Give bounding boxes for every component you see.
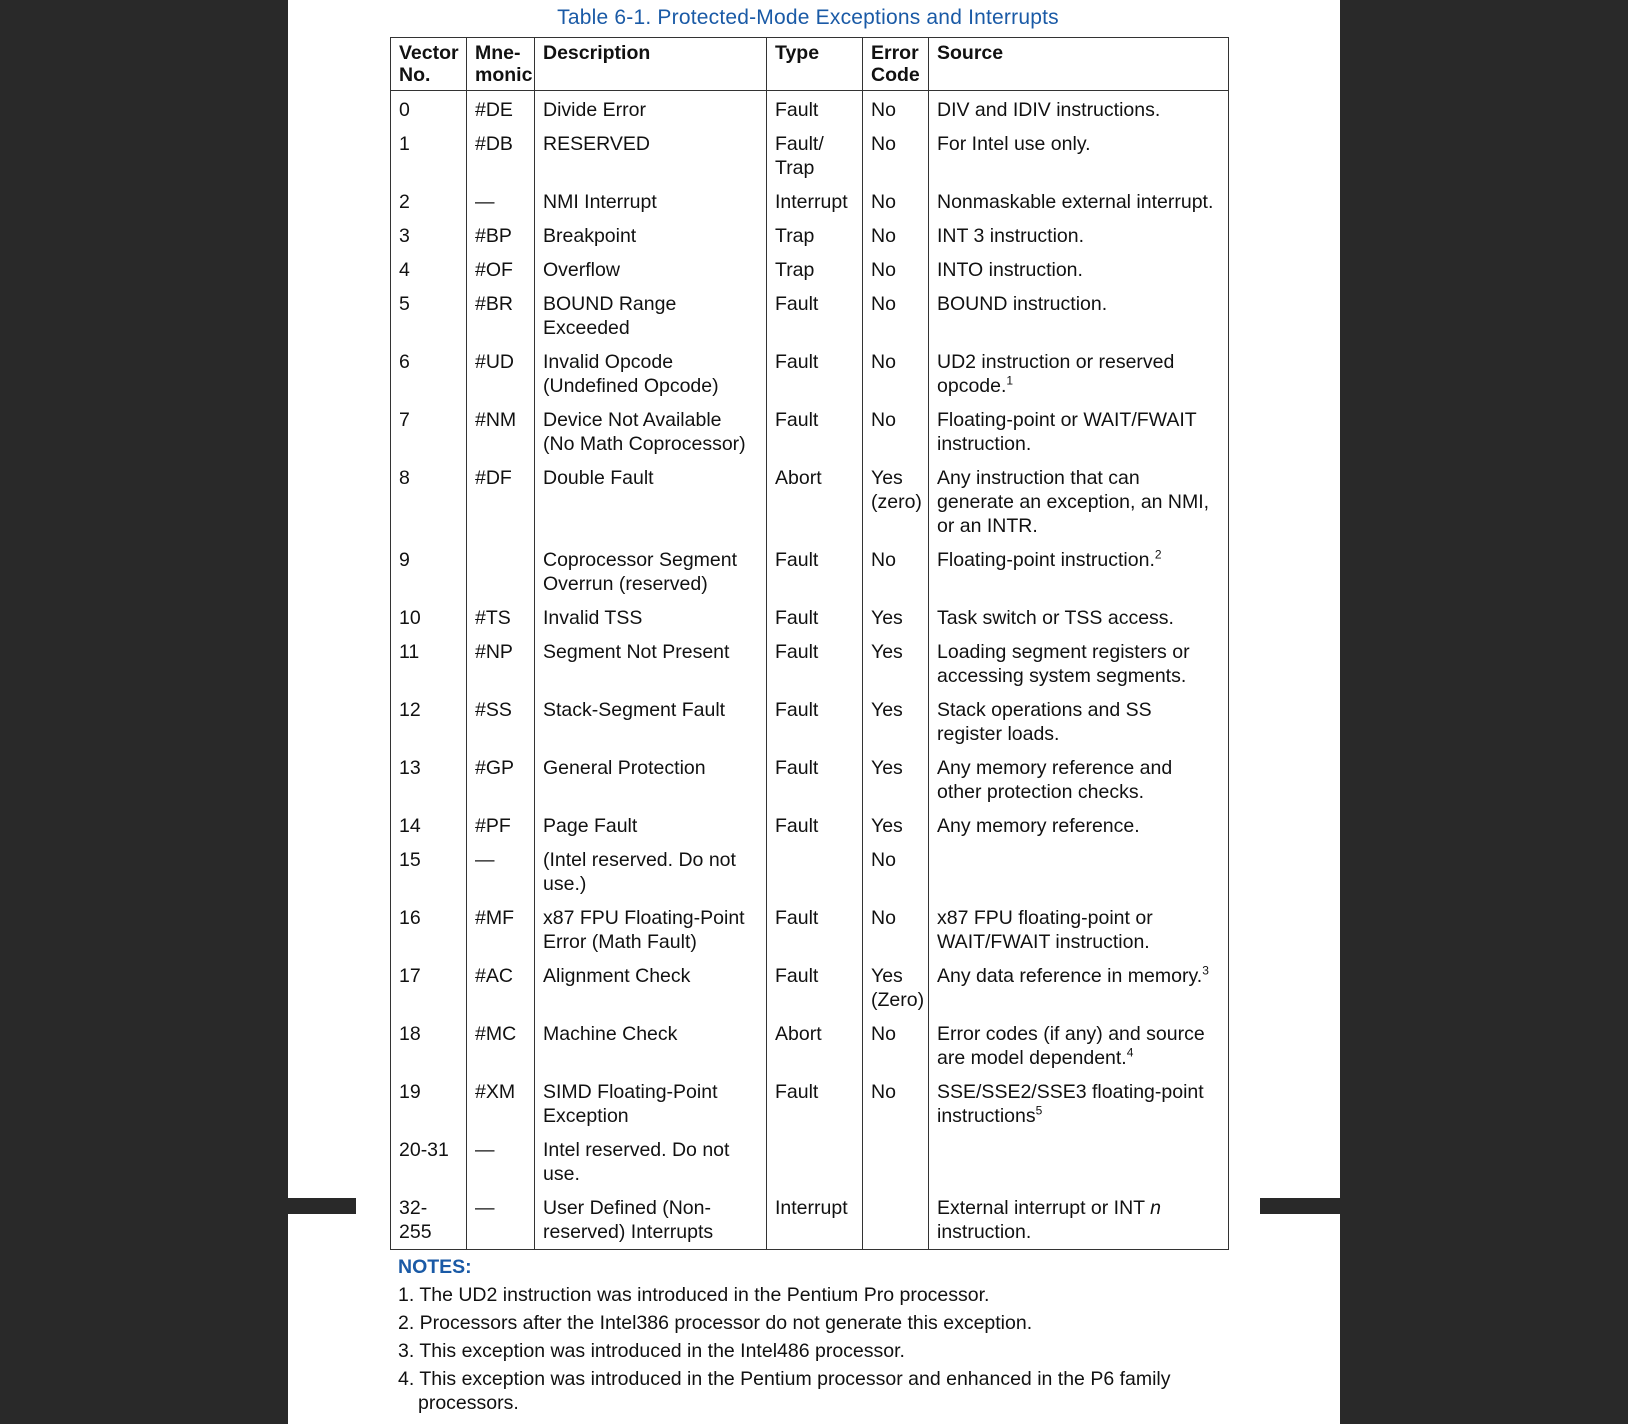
cell-source: Task switch or TSS access. xyxy=(929,601,1229,635)
cell-error-code: No xyxy=(863,185,929,219)
cell-source: INTO instruction. xyxy=(929,253,1229,287)
cell-error-code: No xyxy=(863,345,929,403)
table-row xyxy=(391,461,1229,543)
cell-error-code: Yes xyxy=(863,693,929,751)
cell-description: Double Fault xyxy=(535,461,767,543)
cell-type: Fault xyxy=(767,345,863,403)
cell-vector: 6 xyxy=(391,345,467,403)
table-row xyxy=(391,543,1229,601)
cell-mnemonic: #XM xyxy=(467,1075,535,1133)
cell-description: User Defined (Non-reserved) Interrupts xyxy=(535,1191,767,1250)
cell-source: Any memory reference and other protection checks. xyxy=(929,751,1229,809)
cell-error-code: Yes xyxy=(863,601,929,635)
cell-mnemonic: #OF xyxy=(467,253,535,287)
cell-mnemonic: #UD xyxy=(467,345,535,403)
table-row xyxy=(391,601,1229,635)
table-title: Table 6-1. Protected-Mode Exceptions and Interrupts xyxy=(557,6,1059,29)
cell-error-code: No xyxy=(863,253,929,287)
cell-description: Machine Check xyxy=(535,1017,767,1075)
note-item: 2. Processors after the Intel386 processor do not generate this exception. xyxy=(398,1312,1033,1334)
header-mnemonic: Mne- monic xyxy=(467,38,535,91)
note-item: 1. The UD2 instruction was introduced in the Pentium Pro processor. xyxy=(398,1284,990,1306)
cell-vector: 19 xyxy=(391,1075,467,1133)
cell-type: Fault xyxy=(767,751,863,809)
cell-description: Coprocessor Segment Overrun (reserved) xyxy=(535,543,767,601)
cell-mnemonic: #SS xyxy=(467,693,535,751)
cell-error-code: No xyxy=(863,403,929,461)
table-row xyxy=(391,1075,1229,1133)
cell-error-code: No xyxy=(863,901,929,959)
cell-type: Fault xyxy=(767,287,863,345)
document-page xyxy=(356,0,1260,1424)
cell-mnemonic: — xyxy=(467,1191,535,1250)
cell-error-code: Yes xyxy=(863,635,929,693)
table-row xyxy=(391,253,1229,287)
cell-mnemonic: — xyxy=(467,1133,535,1191)
cell-mnemonic: #BP xyxy=(467,219,535,253)
cell-type: Fault xyxy=(767,601,863,635)
cell-source: Nonmaskable external interrupt. xyxy=(929,185,1229,219)
cell-error-code xyxy=(863,1133,929,1191)
cell-source: Floating-point instruction.$^2$ xyxy=(929,543,1229,601)
table-row xyxy=(391,1191,1229,1250)
cell-description: Breakpoint xyxy=(535,219,767,253)
cell-source: Any data reference in memory.$^3$ xyxy=(929,959,1229,1017)
cell-mnemonic: #BR xyxy=(467,287,535,345)
cell-description: Stack-Segment Fault xyxy=(535,693,767,751)
table-row xyxy=(391,287,1229,345)
cell-type: Interrupt xyxy=(767,185,863,219)
table-row xyxy=(391,345,1229,403)
cell-vector: 4 xyxy=(391,253,467,287)
cell-vector: 20-31 xyxy=(391,1133,467,1191)
cell-error-code: No xyxy=(863,127,929,185)
cell-description: Segment Not Present xyxy=(535,635,767,693)
cell-vector: 13 xyxy=(391,751,467,809)
cell-description: Divide Error xyxy=(535,91,767,128)
cell-vector: 0 xyxy=(391,91,467,128)
cell-description: BOUND Range Exceeded xyxy=(535,287,767,345)
exceptions-table xyxy=(390,37,1229,1250)
cell-mnemonic: #NM xyxy=(467,403,535,461)
cell-vector: 17 xyxy=(391,959,467,1017)
table-row xyxy=(391,91,1229,128)
cell-mnemonic: #GP xyxy=(467,751,535,809)
cell-error-code: No xyxy=(863,1017,929,1075)
cell-source: Loading segment registers or accessing system segments. xyxy=(929,635,1229,693)
table-row xyxy=(391,185,1229,219)
cell-vector: 8 xyxy=(391,461,467,543)
cell-error-code: No xyxy=(863,543,929,601)
cell-mnemonic: — xyxy=(467,843,535,901)
cell-vector: 10 xyxy=(391,601,467,635)
cell-error-code xyxy=(863,1191,929,1250)
cell-mnemonic: #DB xyxy=(467,127,535,185)
cell-vector: 18 xyxy=(391,1017,467,1075)
cell-type: Trap xyxy=(767,219,863,253)
table-row xyxy=(391,403,1229,461)
header-type: Type xyxy=(767,38,863,91)
notes-title: NOTES: xyxy=(398,1256,472,1278)
cell-type xyxy=(767,1133,863,1191)
cell-source: Any memory reference. xyxy=(929,809,1229,843)
cell-error-code: Yes (zero) xyxy=(863,461,929,543)
cell-vector: 2 xyxy=(391,185,467,219)
cell-mnemonic xyxy=(467,543,535,601)
cell-error-code: No xyxy=(863,1075,929,1133)
cell-mnemonic: #DF xyxy=(467,461,535,543)
cell-source: External interrupt or INT n instruction. xyxy=(929,1191,1229,1250)
cell-type: Fault xyxy=(767,959,863,1017)
cell-error-code: No xyxy=(863,843,929,901)
cell-description: Device Not Available (No Math Coprocessor) xyxy=(535,403,767,461)
cell-vector: 3 xyxy=(391,219,467,253)
cell-mnemonic: #MC xyxy=(467,1017,535,1075)
cell-description: Invalid Opcode (Undefined Opcode) xyxy=(535,345,767,403)
cell-source: BOUND instruction. xyxy=(929,287,1229,345)
cell-mnemonic: #MF xyxy=(467,901,535,959)
cell-description: Intel reserved. Do not use. xyxy=(535,1133,767,1191)
cell-type xyxy=(767,843,863,901)
cell-description: Alignment Check xyxy=(535,959,767,1017)
header-description: Description xyxy=(535,38,767,91)
table-row xyxy=(391,959,1229,1017)
cell-vector: 9 xyxy=(391,543,467,601)
cell-description: General Protection xyxy=(535,751,767,809)
cell-vector: 7 xyxy=(391,403,467,461)
cell-error-code: Yes xyxy=(863,809,929,843)
cell-vector: 15 xyxy=(391,843,467,901)
cell-error-code: No xyxy=(863,287,929,345)
table-row xyxy=(391,1133,1229,1191)
cell-description: NMI Interrupt xyxy=(535,185,767,219)
footnote-reference: 5 xyxy=(1035,1103,1043,1118)
cell-source: SSE/SSE2/SSE3 floating-point instructions$^5$ xyxy=(929,1075,1229,1133)
viewer-right-margin xyxy=(1340,0,1628,1424)
cell-source: UD2 instruction or reserved opcode.$^1$ xyxy=(929,345,1229,403)
cell-description: (Intel reserved. Do not use.) xyxy=(535,843,767,901)
cell-error-code: No xyxy=(863,91,929,128)
table-row xyxy=(391,1017,1229,1075)
cell-type: Fault xyxy=(767,1075,863,1133)
cell-mnemonic: #TS xyxy=(467,601,535,635)
cell-description: Page Fault xyxy=(535,809,767,843)
cell-type: Fault/ Trap xyxy=(767,127,863,185)
footnote-reference: 1 xyxy=(1006,373,1014,388)
cell-source: INT 3 instruction. xyxy=(929,219,1229,253)
header-vector: Vector No. xyxy=(391,38,467,91)
page-break-right xyxy=(1260,1198,1340,1214)
footnote-reference: 2 xyxy=(1154,547,1162,562)
cell-source xyxy=(929,843,1229,901)
cell-type: Fault xyxy=(767,91,863,128)
cell-type: Fault xyxy=(767,403,863,461)
table-header-row xyxy=(391,38,1229,91)
table-row xyxy=(391,219,1229,253)
cell-description: x87 FPU Floating-Point Error (Math Fault) xyxy=(535,901,767,959)
cell-error-code: No xyxy=(863,219,929,253)
cell-vector: 5 xyxy=(391,287,467,345)
cell-error-code: Yes (Zero) xyxy=(863,959,929,1017)
footnote-reference: 4 xyxy=(1126,1045,1134,1060)
table-row xyxy=(391,693,1229,751)
cell-mnemonic: #NP xyxy=(467,635,535,693)
cell-type: Interrupt xyxy=(767,1191,863,1250)
footnote-reference: 3 xyxy=(1202,963,1209,978)
cell-vector: 12 xyxy=(391,693,467,751)
header-error-code: Error Code xyxy=(863,38,929,91)
table-row xyxy=(391,809,1229,843)
cell-vector: 32- 255 xyxy=(391,1191,467,1250)
cell-type: Abort xyxy=(767,1017,863,1075)
cell-type: Trap xyxy=(767,253,863,287)
table-row xyxy=(391,635,1229,693)
cell-source xyxy=(929,1133,1229,1191)
note-item: 3. This exception was introduced in the Intel486 processor. xyxy=(398,1340,905,1362)
cell-type: Fault xyxy=(767,693,863,751)
cell-vector: 11 xyxy=(391,635,467,693)
viewer-left-margin xyxy=(0,0,288,1424)
cell-description: Overflow xyxy=(535,253,767,287)
cell-type: Fault xyxy=(767,809,863,843)
cell-source: Error codes (if any) and source are model dependent.$^4$ xyxy=(929,1017,1229,1075)
cell-vector: 14 xyxy=(391,809,467,843)
cell-type: Fault xyxy=(767,901,863,959)
cell-source: DIV and IDIV instructions. xyxy=(929,91,1229,128)
cell-description: Invalid TSS xyxy=(535,601,767,635)
cell-type: Fault xyxy=(767,635,863,693)
cell-type: Fault xyxy=(767,543,863,601)
cell-source: Floating-point or WAIT/FWAIT instruction. xyxy=(929,403,1229,461)
notes-section xyxy=(398,1255,1238,1419)
cell-source: Any instruction that can generate an exception, an NMI, or an INTR. xyxy=(929,461,1229,543)
table-row xyxy=(391,843,1229,901)
page-break-left xyxy=(288,1198,356,1214)
cell-source: x87 FPU floating-point or WAIT/FWAIT instruction. xyxy=(929,901,1229,959)
table-row xyxy=(391,751,1229,809)
cell-description: RESERVED xyxy=(535,127,767,185)
note-item: 4. This exception was introduced in the Pentium processor and enhanced in the P6 family processors. xyxy=(398,1368,1171,1414)
table-row xyxy=(391,127,1229,185)
cell-mnemonic: #DE xyxy=(467,91,535,128)
header-source: Source xyxy=(929,38,1229,91)
cell-source: For Intel use only. xyxy=(929,127,1229,185)
cell-vector: 1 xyxy=(391,127,467,185)
cell-type: Abort xyxy=(767,461,863,543)
cell-vector: 16 xyxy=(391,901,467,959)
cell-mnemonic: #AC xyxy=(467,959,535,1017)
cell-source: Stack operations and SS register loads. xyxy=(929,693,1229,751)
cell-mnemonic: — xyxy=(467,185,535,219)
cell-mnemonic: #PF xyxy=(467,809,535,843)
cell-error-code: Yes xyxy=(863,751,929,809)
table-row xyxy=(391,901,1229,959)
cell-description: SIMD Floating-Point Exception xyxy=(535,1075,767,1133)
